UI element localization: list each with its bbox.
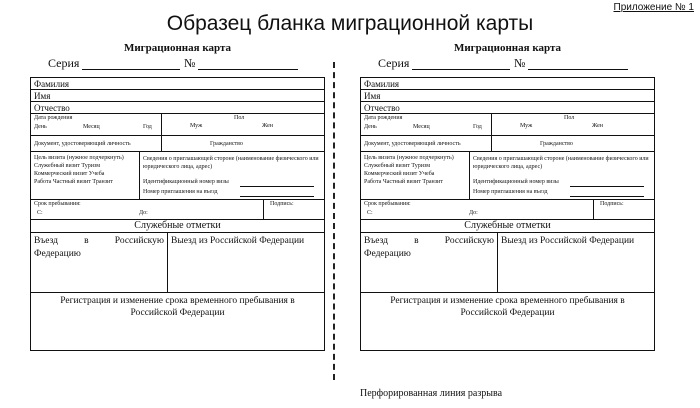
signature-cell[interactable] (263, 200, 324, 219)
perforation-label: Перфорированная линия разрыва (360, 388, 503, 399)
series-label: Серия (48, 56, 80, 70)
entry-label: Въезд в Российскую Федерацию (364, 236, 494, 259)
series-label: Серия (378, 56, 410, 70)
birth-date-label: Дата рождения (34, 115, 73, 121)
visa-id-line (240, 186, 314, 187)
page-title: Образец бланка миграционной карты (166, 12, 534, 35)
series-number-row (30, 56, 325, 72)
day-label: День (364, 124, 377, 130)
inviting-party-cell[interactable] (469, 152, 654, 199)
registration-label: Регистрация и изменение срока временного пребывания в Российской Федерации (60, 296, 295, 318)
purposes-line-3: Работа Частный визит Транзит (364, 179, 443, 185)
purposes-line-2: Коммерческий визит Учеба (364, 171, 435, 177)
visa-id-line (570, 186, 644, 187)
to-label: До: (139, 210, 148, 216)
number-label: № (184, 56, 196, 70)
id-document-label: Документ, удостоверяющий личность (34, 141, 131, 147)
visit-purpose-label: Цель визита (нужное подчеркнуть) (34, 155, 124, 161)
male-label: Муж (190, 123, 203, 129)
month-label: Месяц (83, 124, 100, 130)
number-label: № (514, 56, 526, 70)
id-document-cell[interactable] (31, 136, 161, 151)
purpose-row (31, 152, 324, 200)
entry-cell[interactable] (31, 233, 167, 292)
from-label: С: (37, 210, 43, 216)
signature-label: Подпись: (270, 201, 294, 207)
official-marks-row (31, 220, 324, 233)
inviting-info-label: Сведения о приглашающей стороне (наименование физического или юридического лица, адрес) (143, 156, 319, 170)
birth-date-label: Дата рождения (364, 115, 403, 121)
registration-row[interactable] (31, 295, 324, 350)
name-row[interactable] (361, 90, 654, 102)
id-document-cell[interactable] (361, 136, 491, 151)
migration-card-left (30, 42, 325, 318)
official-marks-label: Служебные отметки (464, 220, 551, 231)
invitation-no-label: Номер приглашения на въезд (143, 189, 218, 195)
series-number-row (360, 56, 655, 72)
visit-purpose-cell[interactable] (31, 152, 139, 199)
sex-cell[interactable] (161, 114, 324, 135)
registration-row[interactable] (361, 295, 654, 350)
surname-label: Фамилия (364, 79, 400, 89)
citizenship-label: Гражданство (540, 141, 573, 147)
exit-label: Выезд из Российской Федерации (501, 236, 635, 246)
purposes-line-3: Работа Частный визит Транзит (34, 179, 113, 185)
birth-sex-row (31, 114, 324, 136)
invitation-no-line (570, 196, 644, 197)
surname-row[interactable] (31, 78, 324, 90)
number-field[interactable] (528, 69, 628, 70)
signature-cell[interactable] (593, 200, 654, 219)
entry-exit-row (31, 233, 324, 293)
month-label: Месяц (413, 124, 430, 130)
migration-card-right (360, 42, 655, 318)
stay-period-cell[interactable] (361, 200, 593, 219)
citizenship-cell[interactable] (161, 136, 324, 151)
exit-label: Выезд из Российской Федерации (171, 236, 305, 246)
stay-period-label: Срок пребывания: (364, 201, 411, 207)
card-form (360, 77, 655, 351)
purpose-row (361, 152, 654, 200)
official-marks-row (361, 220, 654, 233)
patronymic-row[interactable] (361, 102, 654, 114)
entry-label: Въезд в Российскую Федерацию (34, 236, 164, 259)
card-form (30, 77, 325, 351)
year-label: Год (473, 124, 482, 130)
name-row[interactable] (31, 90, 324, 102)
official-marks-label: Служебные отметки (134, 220, 221, 231)
female-label: Жен (262, 123, 273, 129)
sex-label: Пол (234, 115, 245, 121)
exit-cell[interactable] (497, 233, 654, 292)
document-row (361, 136, 654, 152)
card-title: Миграционная карта (453, 42, 562, 54)
stay-period-label: Срок пребывания: (34, 201, 81, 207)
entry-cell[interactable] (361, 233, 497, 292)
surname-label: Фамилия (34, 79, 70, 89)
stay-period-cell[interactable] (31, 200, 263, 219)
purposes-line-1: Служебный визит Туризм (364, 163, 431, 169)
sex-cell[interactable] (491, 114, 654, 135)
citizenship-cell[interactable] (491, 136, 654, 151)
patronymic-row[interactable] (31, 102, 324, 114)
day-label: День (34, 124, 47, 130)
registration-label: Регистрация и изменение срока временного пребывания в Российской Федерации (390, 296, 625, 318)
invitation-no-label: Номер приглашения на въезд (473, 189, 548, 195)
surname-row[interactable] (361, 78, 654, 90)
perforation-divider (333, 62, 335, 380)
patronymic-label: Отчество (364, 103, 400, 113)
visit-purpose-cell[interactable] (361, 152, 469, 199)
visa-id-label: Идентификационный номер визы (473, 179, 559, 185)
stay-row (361, 200, 654, 220)
document-row (31, 136, 324, 152)
birth-sex-row (361, 114, 654, 136)
visit-purpose-label: Цель визита (нужное подчеркнуть) (364, 155, 454, 161)
purposes-line-2: Коммерческий визит Учеба (34, 171, 105, 177)
exit-cell[interactable] (167, 233, 324, 292)
birth-date-cell[interactable] (361, 114, 491, 135)
series-field[interactable] (412, 69, 510, 70)
sex-label: Пол (564, 115, 575, 121)
birth-date-cell[interactable] (31, 114, 161, 135)
stay-row (31, 200, 324, 220)
to-label: До: (469, 210, 478, 216)
inviting-info-label: Сведения о приглашающей стороне (наименование физического или юридического лица, адрес) (473, 156, 649, 170)
patronymic-label: Отчество (34, 103, 70, 113)
inviting-party-cell[interactable] (139, 152, 324, 199)
invitation-no-line (240, 196, 314, 197)
card-title: Миграционная карта (123, 42, 232, 54)
series-field[interactable] (82, 69, 180, 70)
id-document-label: Документ, удостоверяющий личность (364, 141, 461, 147)
female-label: Жен (592, 123, 603, 129)
number-field[interactable] (198, 69, 298, 70)
signature-label: Подпись: (600, 201, 624, 207)
year-label: Год (143, 124, 152, 130)
visa-id-label: Идентификационный номер визы (143, 179, 229, 185)
appendix-label: Приложение № 1 (613, 2, 694, 13)
entry-exit-row (361, 233, 654, 293)
purposes-line-1: Служебный визит Туризм (34, 163, 101, 169)
name-label: Имя (34, 91, 51, 101)
male-label: Муж (520, 123, 533, 129)
name-label: Имя (364, 91, 381, 101)
from-label: С: (367, 210, 373, 216)
citizenship-label: Гражданство (210, 141, 243, 147)
